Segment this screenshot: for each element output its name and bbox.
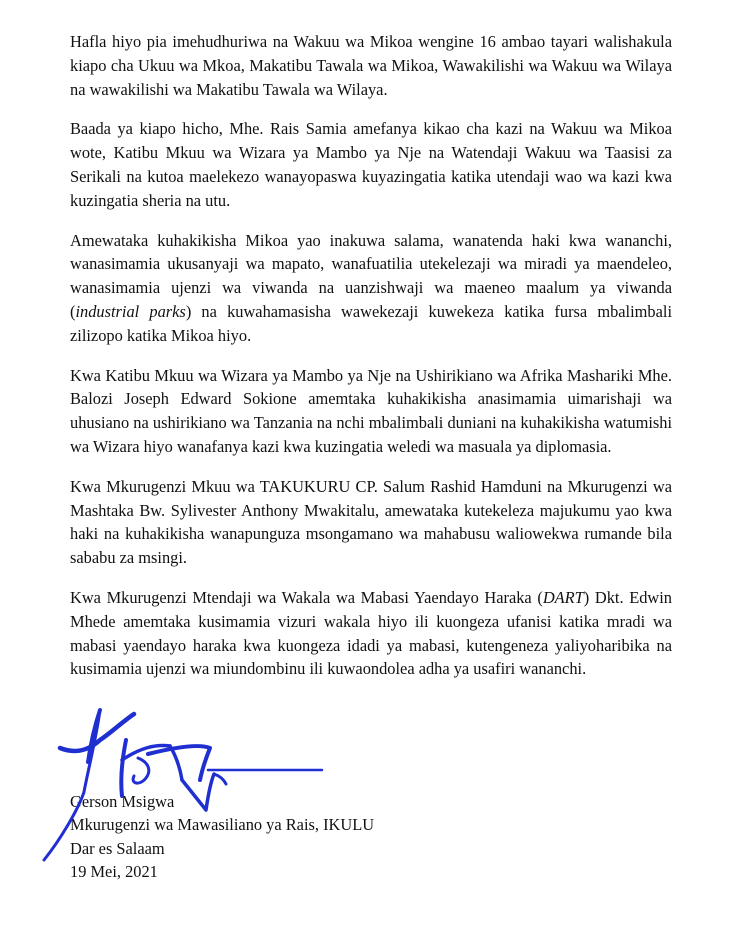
paragraph-text: ) na kuwahamasisha wawekezaji kuwekeza katika fursa mbalimbali zilizopo katika Mikoa hiyo.	[70, 301, 672, 345]
paragraph-text: ) Dkt. Edwin Mhede amemtaka kusimamia vizuri wakala hiyo ili kuongeza ufanisi katika mradi wa mabasi yaendayo haraka kwa kuongeza idadi ya mabasi, kutengeneza yaliyoharibika na kusimamia ujenzi wa miundombinu ili kuwaondolea adha ya usafiri wananchi.	[70, 587, 672, 679]
paragraph-text: Amewataka kuhakikisha Mikoa yao inakuwa salama, wanatenda haki kwa wananchi, wanasimamia ukusanyaji wa mapato, wanafuatilia utekelezaji wa miradi ya maendeleo, wanasimamia ujenzi wa viwanda na uanzishwaji wa maeneo maalum ya viwanda (	[70, 230, 672, 321]
paragraph	[70, 117, 672, 212]
paragraph	[70, 364, 672, 459]
paragraph	[70, 475, 672, 570]
signatory-location: Dar es Salaam	[70, 838, 165, 858]
paragraph-text: Hafla hiyo pia imehudhuriwa na Wakuu wa Mikoa wengine 16 ambao tayari walishakula kiapo cha Ukuu wa Mkoa, Makatibu Tawala wa Mikoa, Wawakilishi wa Wakuu wa Wilaya na wawakilishi wa Makatibu Tawala wa Wilaya.	[70, 32, 672, 99]
paragraph-text: Kwa Mkurugenzi Mtendaji wa Wakala wa Mabasi Yaendayo Haraka (	[70, 587, 543, 607]
paragraph-text: Kwa Mkurugenzi Mkuu wa TAKUKURU CP. Salum Rashid Hamduni na Mkurugenzi wa Mashtaka Bw. Sylivester Anthony Mwakitalu, amewataka kutekeleza majukumu yao kwa haki na kuhakikisha wanapunguza msongamano wa mahabusu waliowekwa rumande bila sababu za msingi.	[70, 476, 672, 568]
signatory-title: Mkurugenzi wa Mawasiliano ya Rais, IKULU	[70, 815, 375, 835]
paragraph	[70, 586, 672, 681]
signatory-name: Gerson Msigwa	[70, 792, 175, 811]
handwritten-signature	[30, 700, 340, 875]
italic-term: DART	[542, 587, 584, 607]
paragraph-text: Kwa Katibu Mkuu wa Wizara ya Mambo ya Nje na Ushirikiano wa Afrika Mashariki Mhe. Balozi Joseph Edward Sokione amemtaka kuhakikisha anasimamia uimarishaji wa uhusiano na ushirikiano wa Tanzania na nchi mbalimbali duniani na kuhakikisha watumishi wa Wizara hiyo wanafanya kazi kwa kuzingatia weledi wa masuala ya diplomasia.	[70, 365, 672, 456]
paragraph	[70, 229, 672, 348]
document-body	[70, 30, 672, 697]
paragraph	[70, 30, 672, 101]
paragraph-text: Baada ya kiapo hicho, Mhe. Rais Samia amefanya kikao cha kazi na Wakuu wa Mikoa wote, Katibu Mkuu wa Wizara ya Mambo ya Nje na Watendaji Wakuu wa Taasisi za Serikali na kutoa maelekezo wanayopaswa kuyazingatia katika utendaji wao wa kazi kwa kuzingatia sheria na utu.	[70, 119, 672, 210]
italic-term: industrial parks	[75, 301, 186, 321]
document-date: 19 Mei, 2021	[70, 862, 158, 882]
